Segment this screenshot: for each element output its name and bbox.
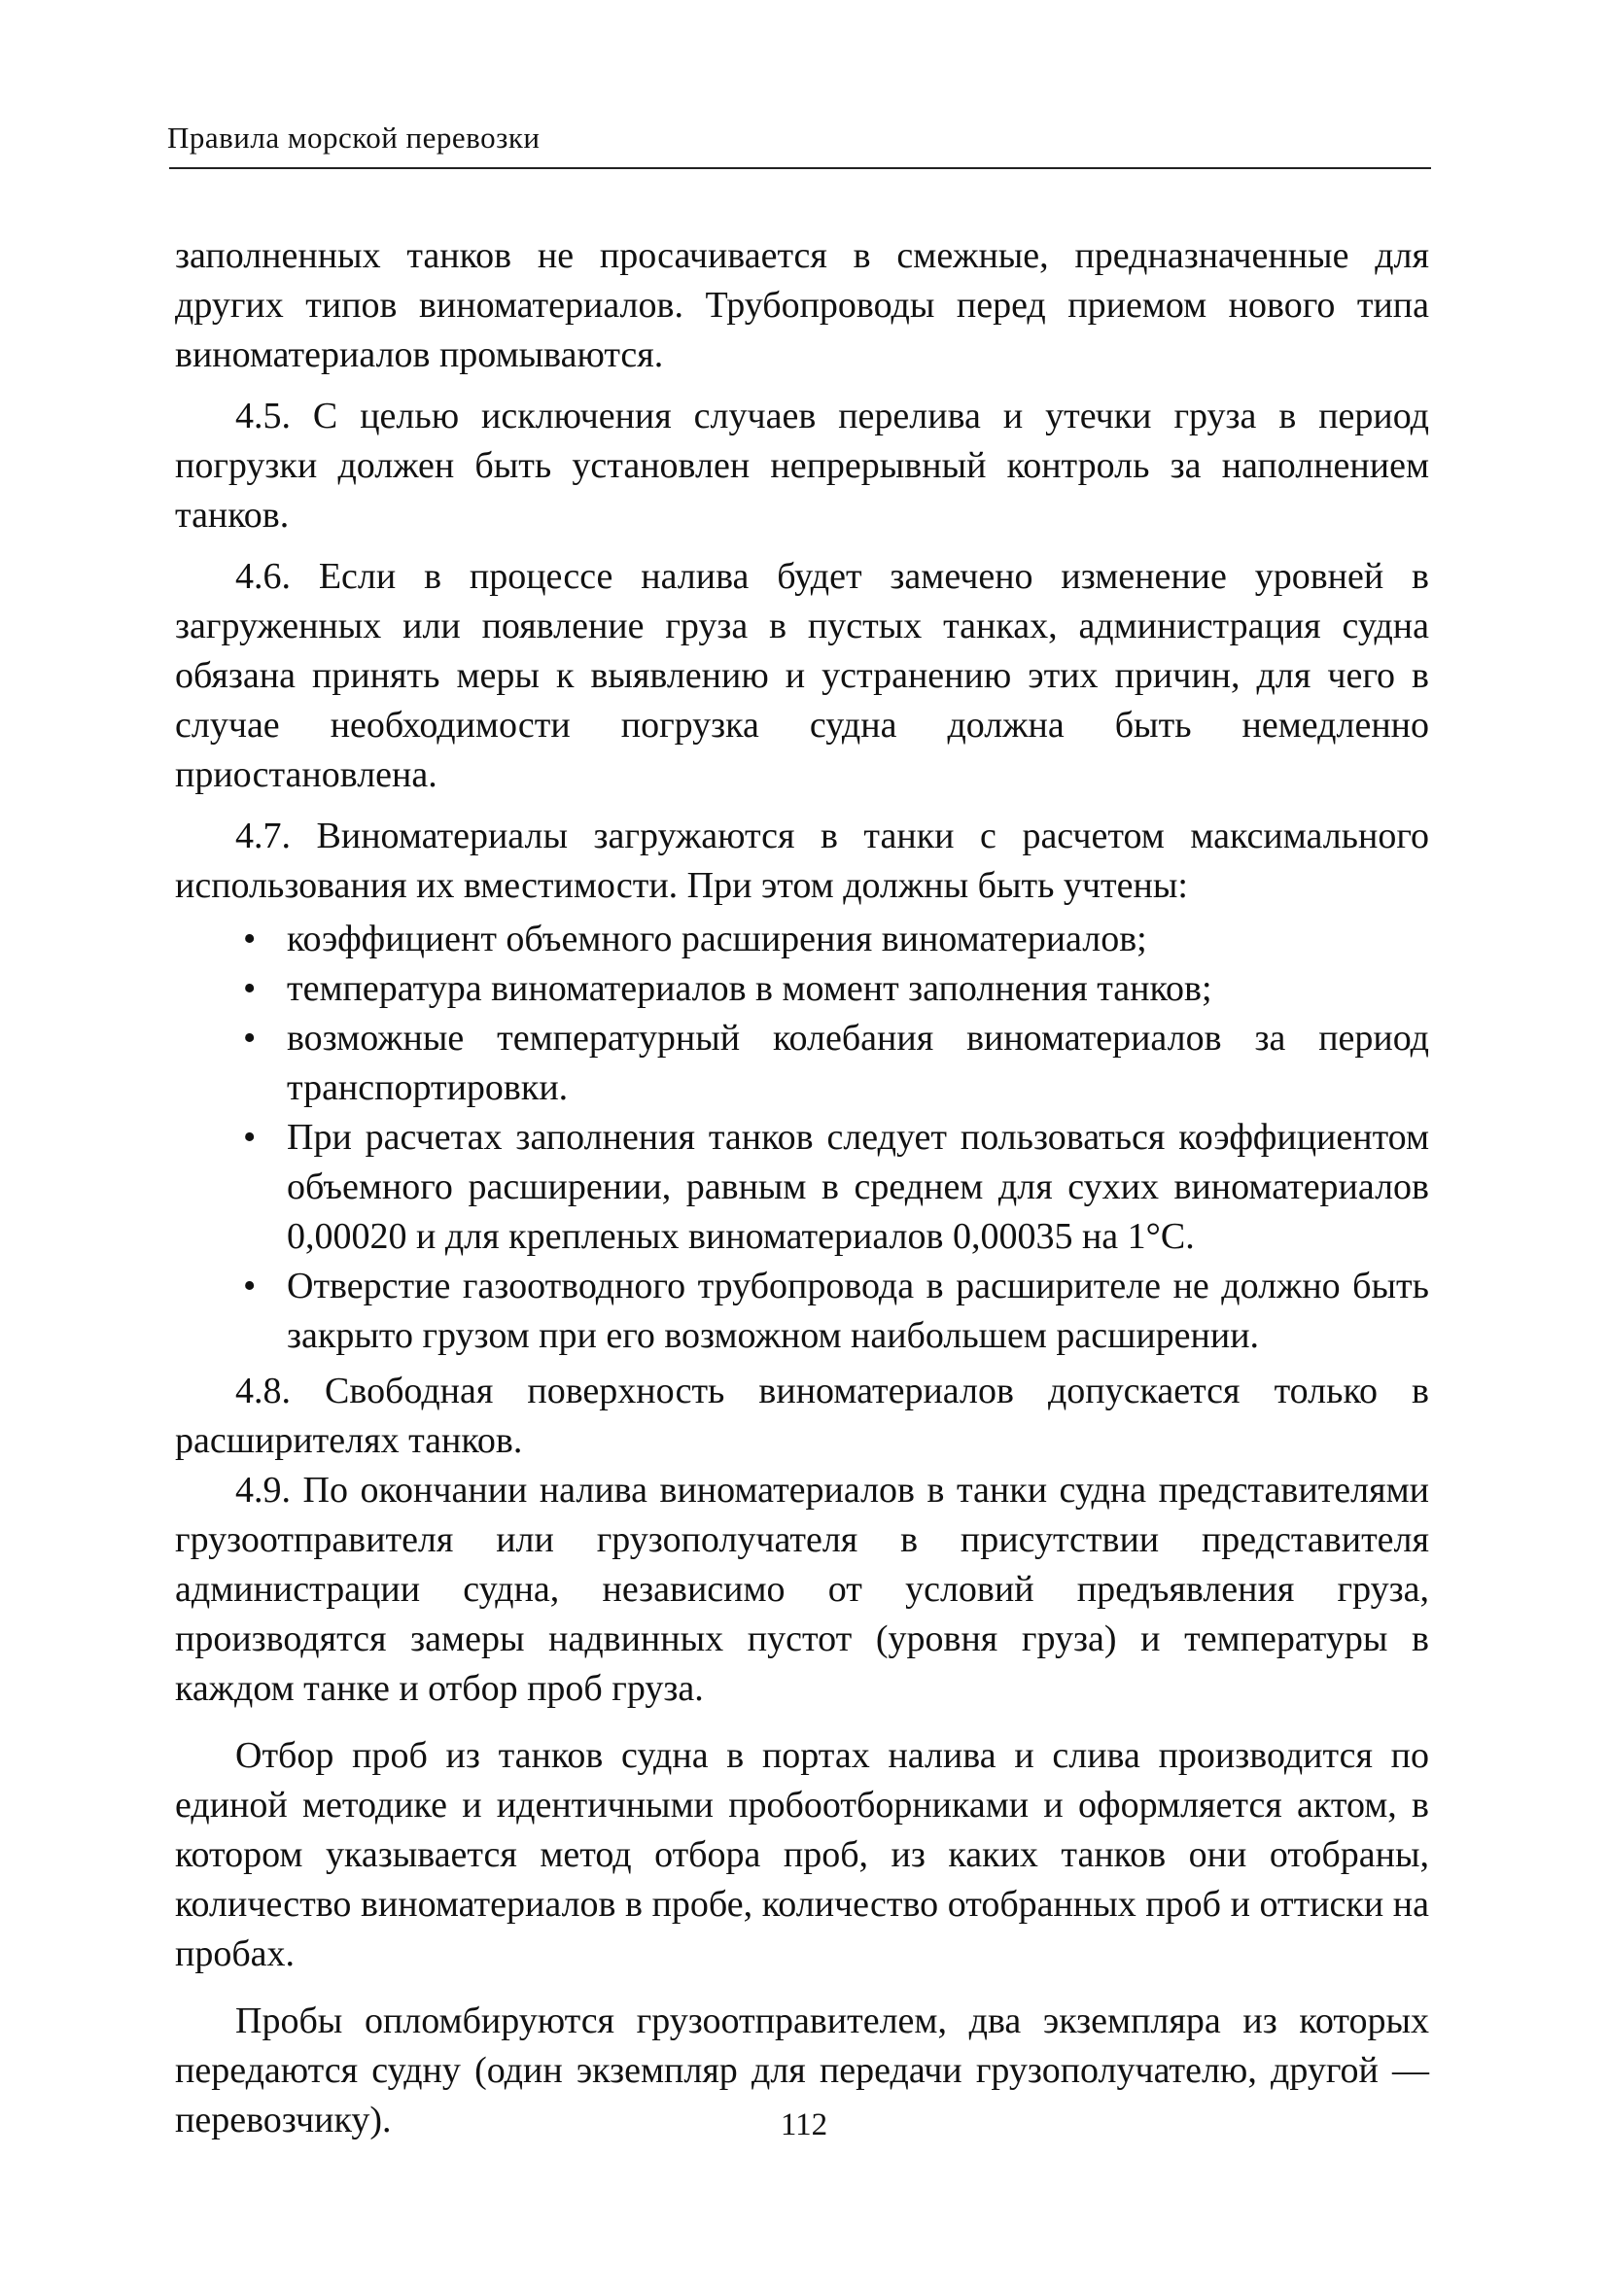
paragraph-4-7: 4.7. Виноматериалы загружаются в танки с расчетом максимального использования их вместимости. При этом должны быть учтены: (175, 816, 1429, 906)
paragraph-continuation: заполненных танков не просачивается в смежные, предназначенные для других типов виноматериалов. Трубопроводы перед приемом нового типа виноматериалов промываются. (175, 235, 1429, 375)
list-item: • При расчетах заполнения танков следует пользоваться коэффициентом объемного расширении, равным в среднем для сухих виноматериалов 0,00020 и для крепленых виноматериалов 0,00035 на 1°С. (175, 1113, 1429, 1262)
list-item: • возможные температурный колебания виноматериалов за период транспортировки. (175, 1014, 1429, 1113)
paragraph-4-5: 4.5. С целью исключения случаев перелива и утечки груза в период погрузки должен быть установлен непрерывный контроль за наполнением танков. (175, 396, 1429, 536)
paragraph-4-6: 4.6. Если в процессе налива будет замечено изменение уровней в загруженных или появление груза в пустых танках, администрация судна обязана принять меры к выявлению и устранению этих причин, для чего в случае необходимости погрузка судна должна быть немедленно приостановлена. (175, 556, 1429, 795)
header-divider (169, 167, 1431, 169)
paragraph-sealing: Пробы опломбируются грузоотправителем, два экземпляра из которых передаются судну (один экземпляр для передачи грузополучателю, другой — перевозчику). (175, 2000, 1429, 2140)
page-number: 112 (780, 2107, 828, 2142)
page-body (175, 231, 1429, 2145)
paragraph-4-8: 4.8. Свободная поверхность виноматериалов допускается только в расширителях танков. (175, 1371, 1429, 1461)
list-item: • Отверстие газоотводного трубопровода в расширителе не должно быть закрыто грузом при его возможном наибольшем расширении. (175, 1262, 1429, 1361)
bullet-list (175, 915, 1429, 1361)
paragraph-4-9: 4.9. По окончании налива виноматериалов в танки судна представителями грузоотправителя или грузополучателя в присутствии представителя администрации судна, независимо от условий предъявления груза, производятся замеры надвинных пустот (уровня груза) и температуры в каждом танке и отбор проб груза. (175, 1470, 1429, 1709)
list-item: • температура виноматериалов в момент заполнения танков; (175, 964, 1429, 1014)
list-item: • коэффициент объемного расширения виноматериалов; (175, 915, 1429, 964)
running-header: Правила морской перевозки (167, 121, 541, 155)
paragraph-sampling: Отбор проб из танков судна в портах налива и слива производится по единой методике и идентичными пробоотборниками и оформляется актом, в котором указывается метод отбора проб, из каких танков они отобраны, количество виноматериалов в пробе, количество отобранных проб и оттиски на пробах. (175, 1735, 1429, 1974)
